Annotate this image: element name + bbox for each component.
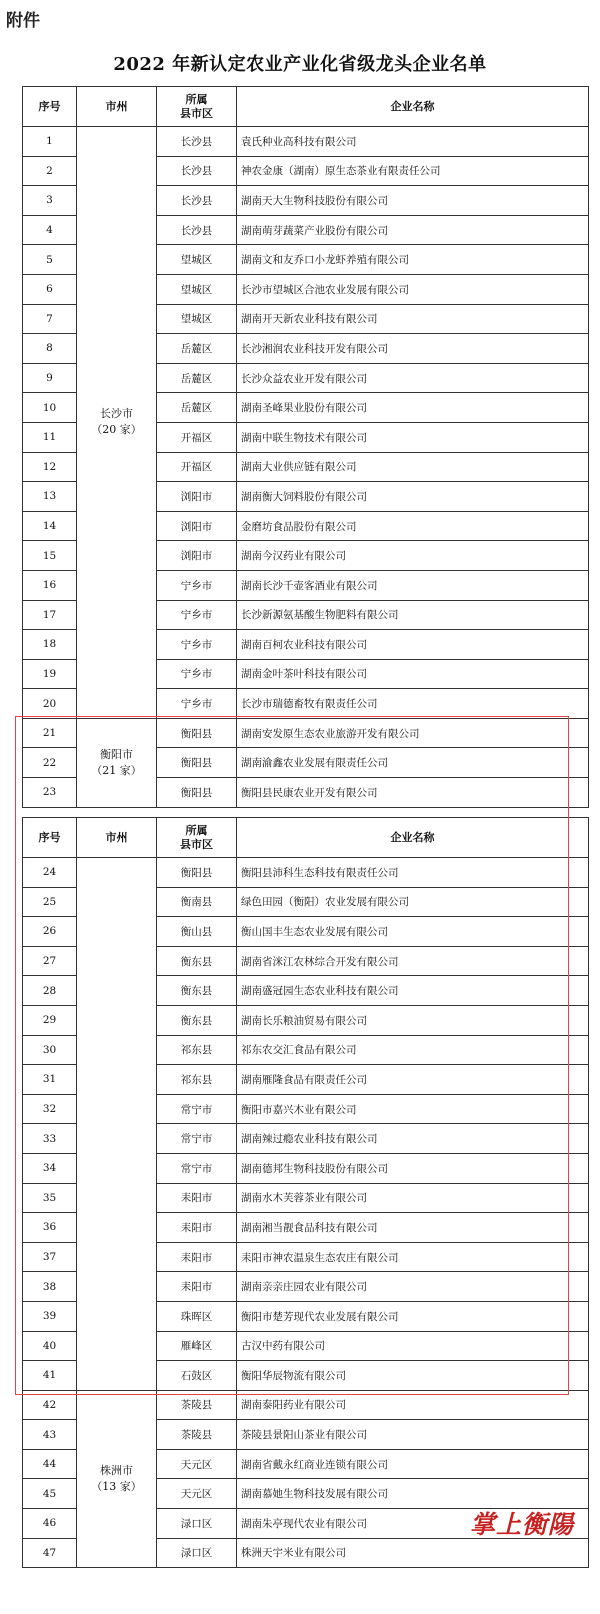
header-county: 所属 县市区 <box>157 87 237 127</box>
seq-cell: 16 <box>23 570 77 600</box>
seq-cell: 23 <box>23 778 77 808</box>
seq-cell: 8 <box>23 334 77 364</box>
seq-cell: 37 <box>23 1242 77 1272</box>
company-cell: 湖南安发原生态农业旅游开发有限公司 <box>237 718 589 748</box>
seq-cell: 36 <box>23 1213 77 1243</box>
seq-cell: 47 <box>23 1538 77 1568</box>
company-cell: 湖南今汉药业有限公司 <box>237 541 589 571</box>
company-cell: 湖南百柯农业科技有限公司 <box>237 630 589 660</box>
company-cell: 湖南圣峰果业股份有限公司 <box>237 393 589 423</box>
city-cell-changsha <box>77 127 157 719</box>
company-cell: 耒阳市神农温泉生态农庄有限公司 <box>237 1242 589 1272</box>
seq-cell: 1 <box>23 127 77 157</box>
company-cell: 古汉中药有限公司 <box>237 1331 589 1361</box>
company-cell: 湖南长乐粮油贸易有限公司 <box>237 1005 589 1035</box>
page-title: 2022 年新认定农业产业化省级龙头企业名单 <box>113 54 487 75</box>
company-cell: 长沙众益农业开发有限公司 <box>237 363 589 393</box>
seq-cell: 42 <box>23 1390 77 1420</box>
county-cell: 宁乡市 <box>157 600 237 630</box>
company-cell: 长沙湘润农业科技开发有限公司 <box>237 334 589 364</box>
company-cell: 长沙新源氨基酸生物肥料有限公司 <box>237 600 589 630</box>
company-cell: 衡阳县沛科生态科技有限责任公司 <box>237 858 589 888</box>
county-cell: 衡南县 <box>157 887 237 917</box>
county-cell: 耒阳市 <box>157 1272 237 1302</box>
seq-cell: 15 <box>23 541 77 571</box>
enterprise-table-part1 <box>22 86 589 808</box>
seq-cell: 9 <box>23 363 77 393</box>
city-count: （20 家） <box>91 423 142 437</box>
company-cell: 湖南辣过瘾农业科技有限公司 <box>237 1124 589 1154</box>
county-cell: 耒阳市 <box>157 1183 237 1213</box>
seq-cell: 5 <box>23 245 77 275</box>
county-cell: 开福区 <box>157 422 237 452</box>
city-name: 长沙市 <box>100 407 133 421</box>
county-cell: 长沙县 <box>157 215 237 245</box>
county-cell: 衡阳县 <box>157 748 237 778</box>
company-cell: 湖南渝鑫农业发展有限责任公司 <box>237 748 589 778</box>
county-cell: 衡东县 <box>157 976 237 1006</box>
county-cell: 岳麓区 <box>157 393 237 423</box>
company-cell: 绿色田园（衡阳）农业发展有限公司 <box>237 887 589 917</box>
seq-cell: 25 <box>23 887 77 917</box>
company-cell: 湖南中联生物技术有限公司 <box>237 422 589 452</box>
county-cell: 渌口区 <box>157 1538 237 1568</box>
seq-cell: 6 <box>23 274 77 304</box>
county-cell: 祁东县 <box>157 1035 237 1065</box>
county-cell: 天元区 <box>157 1449 237 1479</box>
header-city: 市州 <box>77 818 157 858</box>
county-cell: 宁乡市 <box>157 570 237 600</box>
county-cell: 宁乡市 <box>157 659 237 689</box>
seq-cell: 24 <box>23 858 77 888</box>
header-city: 市州 <box>77 87 157 127</box>
company-cell: 湖南长沙千壶客酒业有限公司 <box>237 570 589 600</box>
seq-cell: 19 <box>23 659 77 689</box>
county-cell: 常宁市 <box>157 1094 237 1124</box>
county-cell: 望城区 <box>157 304 237 334</box>
seq-cell: 35 <box>23 1183 77 1213</box>
seq-cell: 12 <box>23 452 77 482</box>
city-cell-zhuzhou <box>77 1390 157 1568</box>
county-cell: 衡山县 <box>157 917 237 947</box>
county-cell: 岳麓区 <box>157 363 237 393</box>
seq-cell: 41 <box>23 1361 77 1391</box>
company-cell: 金磨坊食品股份有限公司 <box>237 511 589 541</box>
company-cell: 袁氏种业高科技有限公司 <box>237 127 589 157</box>
company-cell: 湖南开天新农业科技有限公司 <box>237 304 589 334</box>
company-cell: 湖南天大生物科技股份有限公司 <box>237 186 589 216</box>
county-cell: 石鼓区 <box>157 1361 237 1391</box>
county-cell: 开福区 <box>157 452 237 482</box>
county-cell: 渌口区 <box>157 1509 237 1539</box>
seq-cell: 45 <box>23 1479 77 1509</box>
county-cell: 茶陵县 <box>157 1390 237 1420</box>
seq-cell: 38 <box>23 1272 77 1302</box>
county-cell: 长沙县 <box>157 156 237 186</box>
county-cell: 雁峰区 <box>157 1331 237 1361</box>
seq-cell: 13 <box>23 482 77 512</box>
seq-cell: 2 <box>23 156 77 186</box>
company-cell: 湖南水木芙蓉茶业有限公司 <box>237 1183 589 1213</box>
seq-cell: 27 <box>23 946 77 976</box>
company-cell: 湖南萌芽蔬菜产业股份有限公司 <box>237 215 589 245</box>
company-cell: 湖南德邦生物科技股份有限公司 <box>237 1153 589 1183</box>
county-cell: 宁乡市 <box>157 630 237 660</box>
watermark-logo: 掌上衡陽 <box>470 1510 575 1539</box>
county-cell: 望城区 <box>157 245 237 275</box>
county-cell: 浏阳市 <box>157 511 237 541</box>
seq-cell: 39 <box>23 1301 77 1331</box>
county-cell: 天元区 <box>157 1479 237 1509</box>
seq-cell: 14 <box>23 511 77 541</box>
seq-cell: 44 <box>23 1449 77 1479</box>
header-seq: 序号 <box>23 818 77 858</box>
county-cell: 衡阳县 <box>157 778 237 808</box>
seq-cell: 7 <box>23 304 77 334</box>
county-cell: 浏阳市 <box>157 541 237 571</box>
header-county: 所属 县市区 <box>157 818 237 858</box>
seq-cell: 29 <box>23 1005 77 1035</box>
company-cell: 湖南慕她生物科技发展有限公司 <box>237 1479 589 1509</box>
company-cell: 衡阳市楚芳现代农业发展有限公司 <box>237 1301 589 1331</box>
header-company: 企业名称 <box>237 87 589 127</box>
company-cell: 湖南盛冠园生态农业科技有限公司 <box>237 976 589 1006</box>
seq-cell: 30 <box>23 1035 77 1065</box>
county-cell: 衡东县 <box>157 946 237 976</box>
county-cell: 浏阳市 <box>157 482 237 512</box>
seq-cell: 18 <box>23 630 77 660</box>
company-cell: 湖南省戴永红商业连锁有限公司 <box>237 1449 589 1479</box>
company-cell: 湖南泰阳药业有限公司 <box>237 1390 589 1420</box>
company-cell: 湖南朱亭现代农业有限公司 <box>237 1509 589 1539</box>
seq-cell: 33 <box>23 1124 77 1154</box>
county-cell: 衡阳县 <box>157 858 237 888</box>
seq-cell: 40 <box>23 1331 77 1361</box>
table-row <box>23 127 589 157</box>
county-cell: 望城区 <box>157 274 237 304</box>
company-cell: 湖南雁隆食品有限责任公司 <box>237 1065 589 1095</box>
company-cell: 湖南省洣江农林综合开发有限公司 <box>237 946 589 976</box>
seq-cell: 46 <box>23 1509 77 1539</box>
county-cell: 宁乡市 <box>157 689 237 719</box>
county-cell: 衡阳县 <box>157 718 237 748</box>
header-company: 企业名称 <box>237 818 589 858</box>
city-name: 株洲市 <box>100 1463 133 1477</box>
seq-cell: 31 <box>23 1065 77 1095</box>
seq-cell: 21 <box>23 718 77 748</box>
company-cell: 衡阳县民康农业开发有限公司 <box>237 778 589 808</box>
county-cell: 珠晖区 <box>157 1301 237 1331</box>
seq-cell: 28 <box>23 976 77 1006</box>
company-cell: 长沙市望城区合池农业发展有限公司 <box>237 274 589 304</box>
company-cell: 祁东农交汇食品有限公司 <box>237 1035 589 1065</box>
annex-label: 附件 <box>6 11 40 31</box>
county-cell: 岳麓区 <box>157 334 237 364</box>
county-cell: 长沙县 <box>157 127 237 157</box>
seq-cell: 34 <box>23 1153 77 1183</box>
company-cell: 茶陵县景阳山茶业有限公司 <box>237 1420 589 1450</box>
company-cell: 衡阳华辰物流有限公司 <box>237 1361 589 1391</box>
city-count: （13 家） <box>91 1479 142 1493</box>
company-cell: 株洲天宇米业有限公司 <box>237 1538 589 1568</box>
company-cell: 湖南文和友乔口小龙虾养殖有限公司 <box>237 245 589 275</box>
county-cell: 茶陵县 <box>157 1420 237 1450</box>
company-cell: 衡山国丰生态农业发展有限公司 <box>237 917 589 947</box>
seq-cell: 4 <box>23 215 77 245</box>
company-cell: 湖南衡大饲料股份有限公司 <box>237 482 589 512</box>
county-cell: 祁东县 <box>157 1065 237 1095</box>
company-cell: 湖南湘当靓食品科技有限公司 <box>237 1213 589 1243</box>
company-cell: 长沙市瑞德畜牧有限责任公司 <box>237 689 589 719</box>
county-cell: 长沙县 <box>157 186 237 216</box>
seq-cell: 32 <box>23 1094 77 1124</box>
highlight-box <box>15 716 569 1395</box>
county-cell: 常宁市 <box>157 1153 237 1183</box>
county-cell: 耒阳市 <box>157 1213 237 1243</box>
county-cell: 衡东县 <box>157 1005 237 1035</box>
header-seq: 序号 <box>23 87 77 127</box>
county-cell: 耒阳市 <box>157 1242 237 1272</box>
city-name: 衡阳市 <box>100 747 133 761</box>
seq-cell: 22 <box>23 748 77 778</box>
company-cell: 衡阳市嘉兴木业有限公司 <box>237 1094 589 1124</box>
seq-cell: 3 <box>23 186 77 216</box>
county-cell: 常宁市 <box>157 1124 237 1154</box>
seq-cell: 11 <box>23 422 77 452</box>
company-cell: 湖南金叶茶叶科技有限公司 <box>237 659 589 689</box>
company-cell: 神农金康（湖南）原生态茶业有限责任公司 <box>237 156 589 186</box>
seq-cell: 10 <box>23 393 77 423</box>
company-cell: 湖南亲亲庄园农业有限公司 <box>237 1272 589 1302</box>
city-count: （21 家） <box>91 763 142 777</box>
seq-cell: 26 <box>23 917 77 947</box>
seq-cell: 20 <box>23 689 77 719</box>
seq-cell: 43 <box>23 1420 77 1450</box>
company-cell: 湖南大业供应链有限公司 <box>237 452 589 482</box>
seq-cell: 17 <box>23 600 77 630</box>
